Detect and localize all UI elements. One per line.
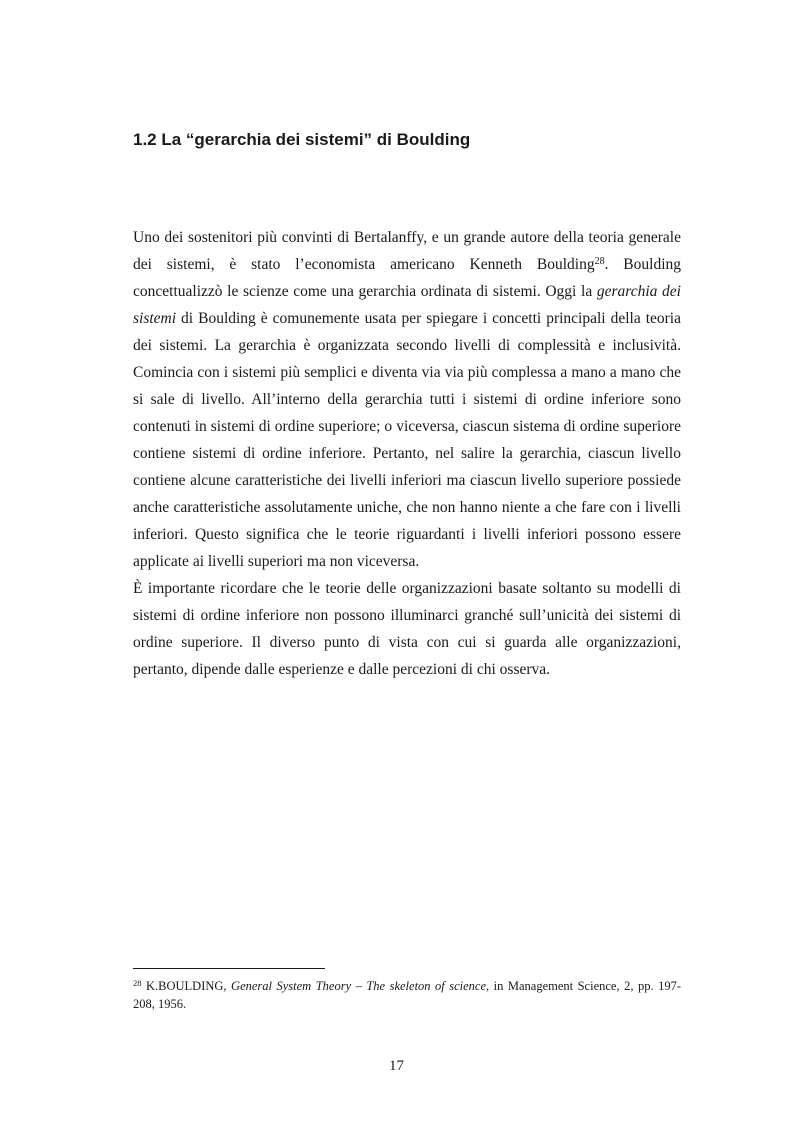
section-heading: 1.2 La “gerarchia dei sistemi” di Boulding [133, 130, 471, 149]
paragraph-1-text-b: . Boulding concettualizzò le scienze come una gerarchia ordinata di sistemi. Oggi la [133, 256, 681, 300]
paragraph-1 [133, 224, 681, 575]
body-text [133, 224, 681, 683]
footnote-separator [133, 968, 325, 969]
emphasis-term: gerarchia dei sistemi [133, 283, 681, 327]
footnote-details: , in Management Science, 2, pp. 197-208, 1956. [133, 979, 681, 1011]
footnote [133, 977, 681, 1013]
page-number: 17 [389, 1058, 404, 1074]
paragraph-1-text-a: Uno dei sostenitori più convinti di Bertalanffy, e un grande autore della teoria generale dei sistemi, è stato l’economista americano Kenneth Boulding [133, 229, 681, 273]
paragraph-1-text-c: di Boulding è comunemente usata per spiegare i concetti principali della teoria dei sistemi. La gerarchia è organizzata secondo livelli di complessità e inclusività. Comincia con i sistemi più semplici e diventa via via più complessa a mano a mano che si sale di livello. All’interno della gerarchia tutti i sistemi di ordine inferiore sono contenuti in sistemi di ordine superiore; o viceversa, ciascun sistema di ordine superiore contiene sistemi di ordine inferiore. Pertanto, nel salire la gerarchia, ciascun livello contiene alcune caratteristiche dei livelli inferiori ma ciascun livello superiore possiede anche caratteristiche assolutamente uniche, che non hanno niente a che fare con i livelli inferiori. Questo significa che le teorie riguardanti i livelli inferiori possono essere applicate ai livelli superiori ma non viceversa. [133, 310, 681, 570]
footnote-reference: 28 [594, 256, 605, 267]
paragraph-2: È importante ricordare che le teorie delle organizzazioni basate soltanto su modelli di sistemi di ordine inferiore non possono illuminarci granché sull’unicità dei sistemi di ordine superiore. Il diverso punto di vista con cui si guarda alle organizzazioni, pertanto, dipende dalle esperienze e dalle percezioni di chi osserva. [133, 580, 681, 678]
footnote-author: K.BOULDING, [141, 979, 232, 993]
footnote-title: General System Theory – The skeleton of science [231, 979, 487, 993]
footnote-number: 28 [133, 978, 142, 988]
